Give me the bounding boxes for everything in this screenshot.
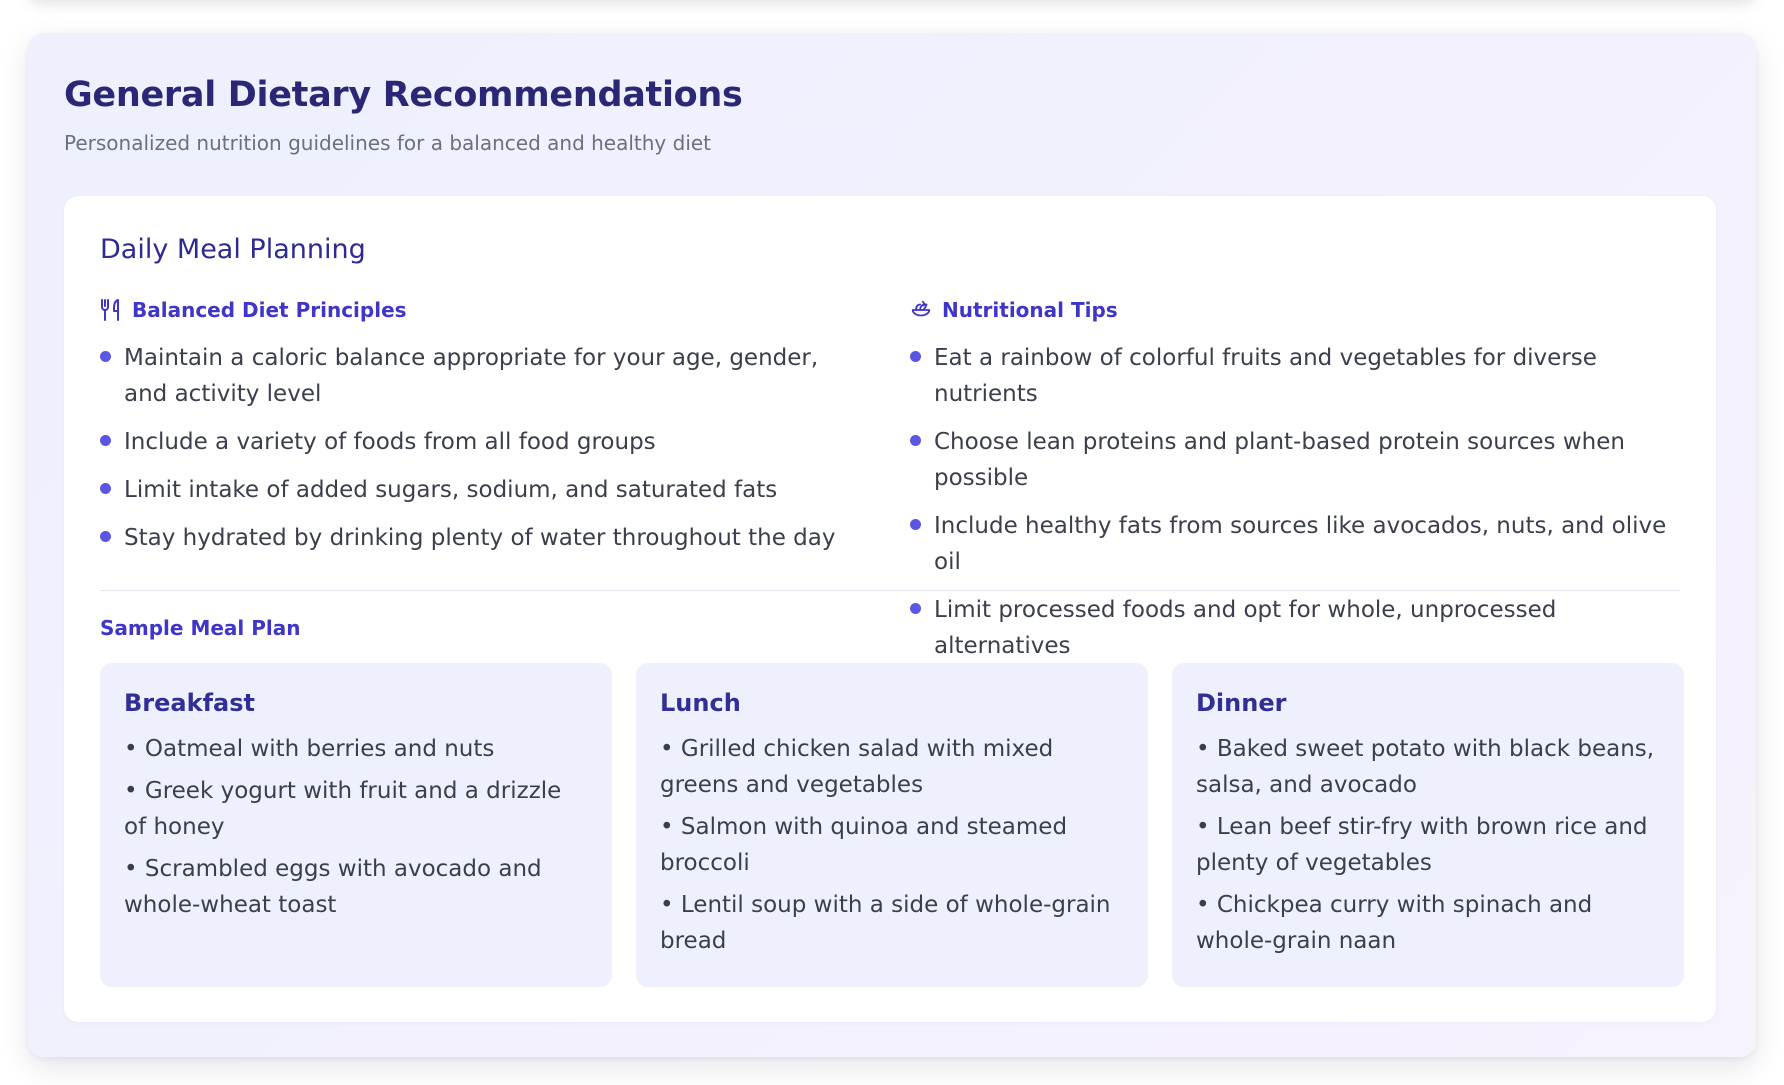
- meal-card-breakfast: [100, 663, 612, 987]
- meal-card-title: Breakfast: [124, 689, 255, 717]
- bullet-dot: [910, 351, 921, 362]
- salad-bowl-icon: [910, 299, 932, 321]
- list-item: Include a variety of foods from all food groups: [100, 424, 860, 460]
- nutritional-tips-heading-label: Nutritional Tips: [942, 298, 1118, 322]
- recommendations-card: [28, 33, 1756, 1057]
- section-title: Daily Meal Planning: [100, 234, 366, 265]
- bullet-dot: [100, 531, 111, 542]
- bullet-dot: [100, 435, 111, 446]
- list-item: Choose lean proteins and plant-based protein sources when possible: [910, 424, 1670, 496]
- meal-planning-panel: [64, 196, 1716, 1022]
- meal-item: • Lean beef stir-fry with brown rice and plenty of vegetables: [1196, 814, 1648, 876]
- meal-item: • Oatmeal with berries and nuts: [124, 736, 495, 762]
- meal-item: • Lentil soup with a side of whole-grain bread: [660, 892, 1111, 954]
- bullet-dot: [910, 519, 921, 530]
- list-item: Limit processed foods and opt for whole, unprocessed alternatives: [910, 592, 1670, 664]
- list-item: Include healthy fats from sources like avocados, nuts, and olive oil: [910, 508, 1670, 580]
- bullet-dot: [100, 483, 111, 494]
- list-item: Limit intake of added sugars, sodium, and saturated fats: [100, 472, 860, 508]
- bullet-dot: [910, 435, 921, 446]
- nutritional-tips-heading: [910, 296, 1670, 324]
- list-item: Maintain a caloric balance appropriate for your age, gender, and activity level: [100, 340, 860, 412]
- balanced-diet-heading-label: Balanced Diet Principles: [132, 298, 407, 322]
- meal-item: • Baked sweet potato with black beans, salsa, and avocado: [1196, 736, 1655, 798]
- bullet-dot: [100, 351, 111, 362]
- meal-card-dinner: [1172, 663, 1684, 987]
- meal-card-title: Lunch: [660, 689, 741, 717]
- meal-item: • Chickpea curry with spinach and whole-grain naan: [1196, 892, 1593, 954]
- balanced-diet-column: [100, 296, 860, 568]
- balanced-diet-list: [100, 340, 860, 556]
- balanced-diet-heading: [100, 296, 860, 324]
- section-divider: [100, 590, 1680, 591]
- meal-plan-label: Sample Meal Plan: [100, 616, 301, 640]
- meal-item: • Scrambled eggs with avocado and whole-wheat toast: [124, 856, 542, 918]
- page-subtitle: Personalized nutrition guidelines for a balanced and healthy diet: [64, 131, 712, 155]
- meal-items-list: [1196, 731, 1660, 959]
- list-item: Eat a rainbow of colorful fruits and vegetables for diverse nutrients: [910, 340, 1670, 412]
- nutritional-tips-list: [910, 340, 1670, 664]
- meal-card-title: Dinner: [1196, 689, 1287, 717]
- meal-items-list: [124, 731, 588, 923]
- meal-item: • Grilled chicken salad with mixed greens and vegetables: [660, 736, 1054, 798]
- page-title: General Dietary Recommendations: [64, 75, 743, 115]
- meal-item: • Salmon with quinoa and steamed broccoli: [660, 814, 1068, 876]
- utensils-icon: [100, 298, 122, 322]
- meal-card-lunch: [636, 663, 1148, 987]
- bullet-dot: [910, 603, 921, 614]
- nutritional-tips-column: [910, 296, 1670, 676]
- meal-item: • Greek yogurt with fruit and a drizzle of honey: [124, 778, 562, 840]
- list-item: Stay hydrated by drinking plenty of water throughout the day: [100, 520, 860, 556]
- meal-items-list: [660, 731, 1124, 959]
